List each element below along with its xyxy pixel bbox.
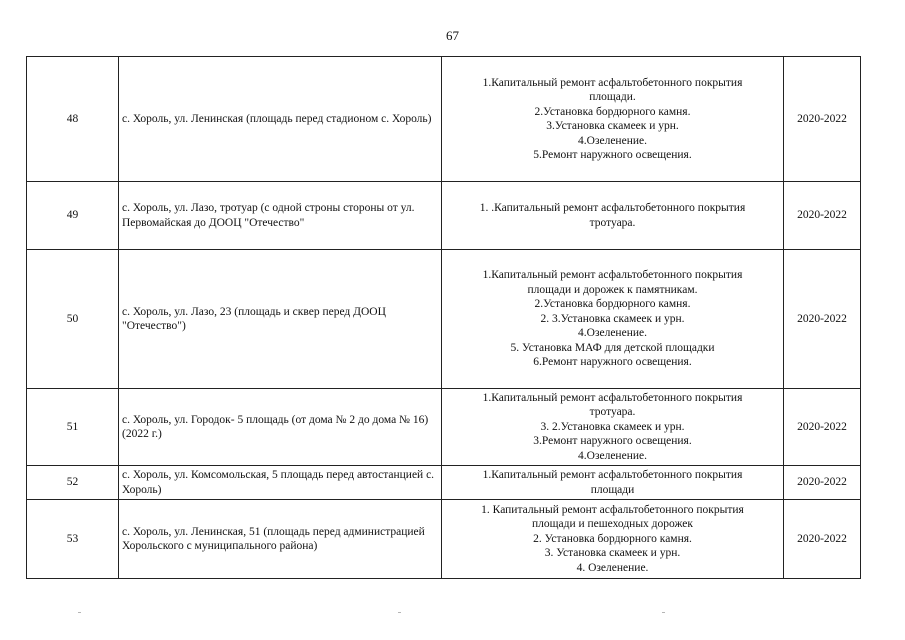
work-line: 4.Озеленение. [578, 449, 647, 462]
address-cell: с. Хороль, ул. Лазо, тротуар (с одной строны стороны от ул. Первомайская до ДООЦ "Отечество" [119, 182, 442, 250]
row-number: 53 [27, 500, 119, 579]
work-line: 2.Установка бордюрного камня. [534, 105, 691, 118]
works-cell [442, 466, 784, 500]
work-line: тротуара. [589, 216, 636, 229]
period-cell: 2020-2022 [784, 466, 861, 500]
works-cell [442, 500, 784, 579]
address-cell: с. Хороль, ул. Городок- 5 площадь (от дома № 2 до дома № 16) (2022 г.) [119, 389, 442, 466]
work-line: 2. 3.Установка скамеек и урн. [540, 312, 685, 325]
period-cell: 2020-2022 [784, 57, 861, 182]
work-line: площади [590, 483, 635, 496]
work-line: 2.Установка бордюрного камня. [534, 298, 691, 311]
work-line: 3.Ремонт наружного освещения. [533, 435, 692, 448]
row-number: 50 [27, 250, 119, 389]
works-cell [442, 389, 784, 466]
period-cell: 2020-2022 [784, 250, 861, 389]
row-number: 48 [27, 57, 119, 182]
work-line: тротуара. [589, 406, 636, 419]
work-line: 3.Установка скамеек и урн. [546, 120, 679, 132]
address-cell: с. Хороль, ул. Ленинская (площадь перед стадионом с. Хороль) [119, 57, 442, 182]
work-line: 1.Капитальный ремонт асфальтобетонного покрытия [482, 269, 743, 282]
works-cell [442, 182, 784, 250]
work-line: 5. Установка МАФ для детской площадки [510, 341, 715, 354]
page-number: 67 [446, 28, 459, 43]
table-row-50 [27, 250, 861, 389]
work-line: 2. Установка бордюрного камня. [533, 532, 692, 545]
work-line: 3. 2.Установка скамеек и урн. [540, 420, 685, 433]
work-line: 1. Капитальный ремонт асфальтобетонного покрытия [481, 503, 744, 516]
table-row-51 [27, 389, 861, 466]
work-line: площади. [589, 91, 636, 103]
work-line: 1. .Капитальный ремонт асфальтобетонного покрытия [479, 202, 746, 214]
period-cell: 2020-2022 [784, 182, 861, 250]
address-cell: с. Хороль, ул. Ленинская, 51 (площадь перед администрацией Хорольского с муниципального района) [119, 500, 442, 579]
table-row-52 [27, 466, 861, 500]
scan-mark [398, 612, 401, 613]
period-cell: 2020-2022 [784, 500, 861, 579]
works-cell [442, 57, 784, 182]
work-line: 4. Озеленение. [576, 561, 649, 574]
table-row-49 [27, 182, 861, 250]
work-line: 4.Озеленение. [578, 327, 647, 340]
work-line: 6.Ремонт наружного освещения. [533, 356, 692, 369]
work-line: 3. Установка скамеек и урн. [544, 547, 681, 560]
address-cell: с. Хороль, ул. Комсомольская, 5 площадь перед автостанцией с. Хороль) [119, 466, 442, 500]
work-line: 4.Озеленение. [578, 134, 647, 147]
work-line: площади и дорожек к памятникам. [527, 283, 698, 296]
work-line: 1.Капитальный ремонт асфальтобетонного покрытия [482, 391, 743, 404]
address-cell: с. Хороль, ул. Лазо, 23 (площадь и сквер перед ДООЦ "Отечество") [119, 250, 442, 389]
table-row-53 [27, 500, 861, 579]
row-number: 49 [27, 182, 119, 250]
work-line: 1.Капитальный ремонт асфальтобетонного покрытия [482, 469, 743, 481]
scan-mark [662, 612, 665, 613]
table-row-48 [27, 57, 861, 182]
work-line: 1.Капитальный ремонт асфальтобетонного покрытия [482, 76, 743, 89]
scan-mark [78, 612, 81, 613]
row-number: 51 [27, 389, 119, 466]
period-cell: 2020-2022 [784, 389, 861, 466]
work-line: 5.Ремонт наружного освещения. [533, 149, 692, 161]
work-line: площади и пешеходных дорожек [532, 518, 693, 531]
row-number: 52 [27, 466, 119, 500]
improvement-works-table [26, 56, 861, 579]
works-cell [442, 250, 784, 389]
